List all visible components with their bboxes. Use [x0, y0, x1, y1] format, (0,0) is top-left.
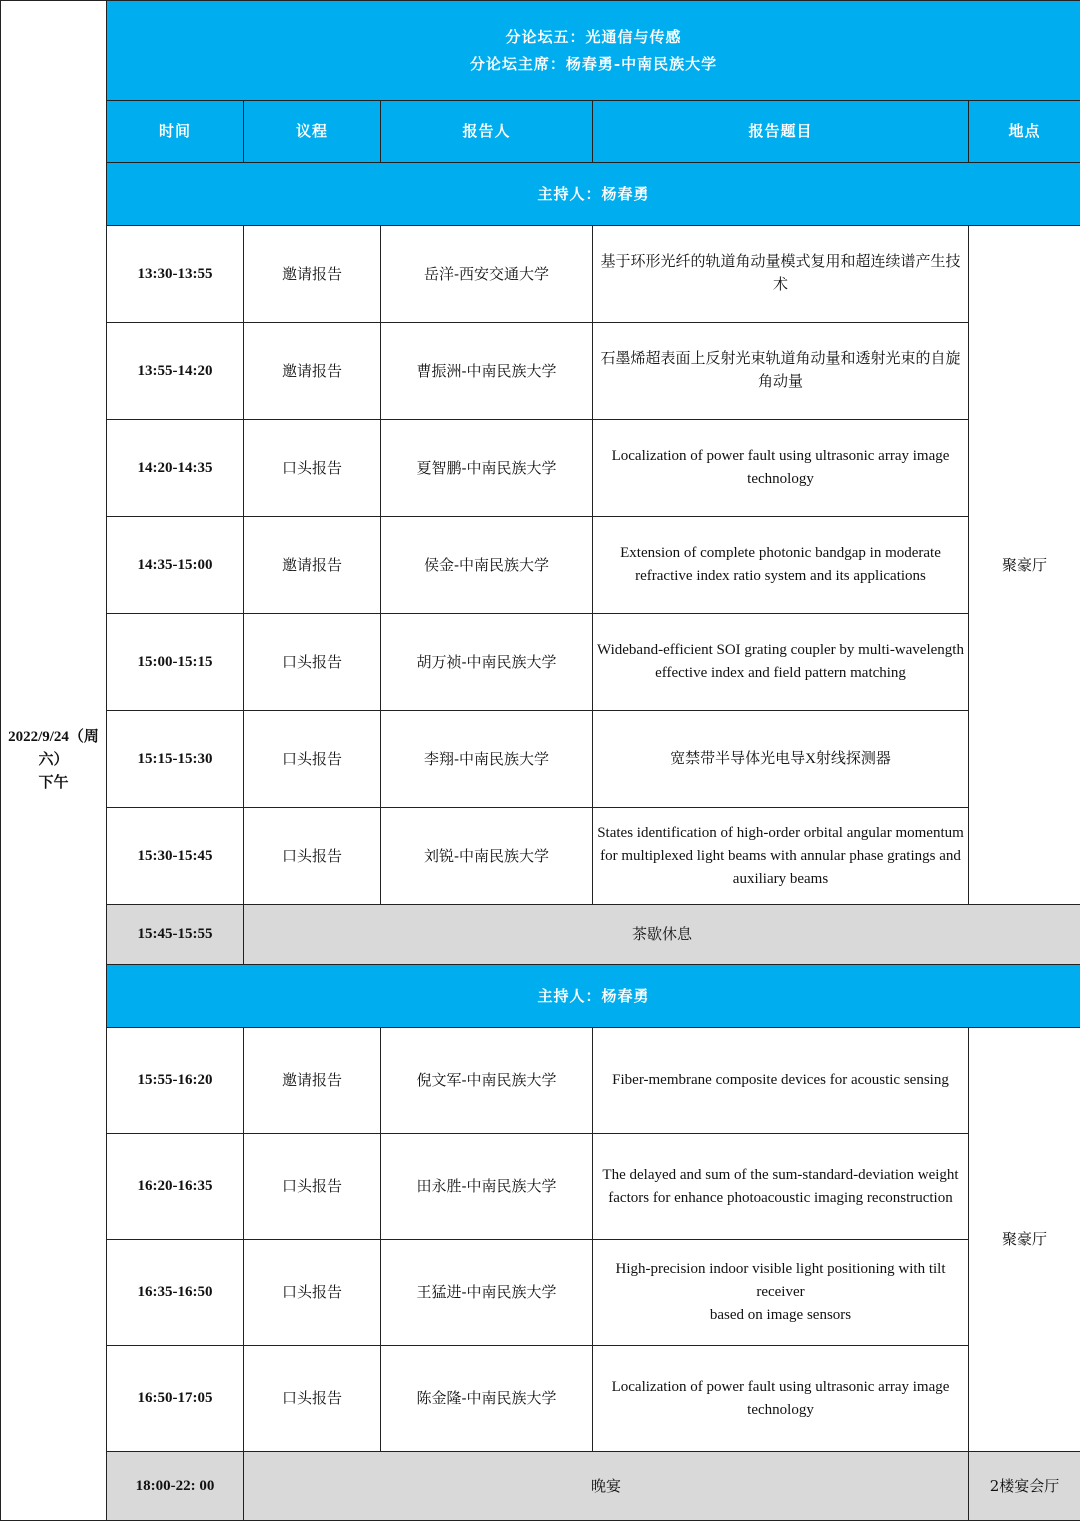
row-type: 口头报告	[244, 1240, 381, 1346]
row-speaker: 胡万祯-中南民族大学	[381, 614, 593, 711]
table-row	[1, 808, 1080, 905]
row-time: 16:50-17:05	[107, 1346, 244, 1452]
row-topic: 基于环形光纤的轨道角动量模式复用和超连续谱产生技术	[593, 226, 969, 323]
table-row	[1, 1240, 1080, 1346]
row-time: 15:00-15:15	[107, 614, 244, 711]
row-speaker: 侯金-中南民族大学	[381, 517, 593, 614]
forum-title-cell	[107, 1, 1080, 101]
row-speaker: 倪文军-中南民族大学	[381, 1028, 593, 1134]
header-agenda: 议程	[244, 101, 381, 163]
row-time: 14:20-14:35	[107, 420, 244, 517]
table-row	[1, 1134, 1080, 1240]
row-topic: Fiber-membrane composite devices for acoustic sensing	[593, 1028, 969, 1134]
row-speaker: 刘锐-中南民族大学	[381, 808, 593, 905]
break-time: 15:45-15:55	[107, 905, 244, 965]
row-speaker: 夏智鹏-中南民族大学	[381, 420, 593, 517]
table-row	[1, 1346, 1080, 1452]
row-type: 口头报告	[244, 1134, 381, 1240]
header-topic: 报告题目	[593, 101, 969, 163]
table-row	[1, 226, 1080, 323]
row-speaker: 田永胜-中南民族大学	[381, 1134, 593, 1240]
row-topic: The delayed and sum of the sum-standard-deviation weight factors for enhance photoacoustic imaging reconstruction	[593, 1134, 969, 1240]
row-topic: 石墨烯超表面上反射光束轨道角动量和透射光束的自旋角动量	[593, 323, 969, 420]
table-row	[1, 517, 1080, 614]
header-venue: 地点	[969, 101, 1080, 163]
row-type: 口头报告	[244, 808, 381, 905]
session1-venue: 聚豪厅	[969, 226, 1080, 905]
row-time: 16:20-16:35	[107, 1134, 244, 1240]
row-type: 邀请报告	[244, 226, 381, 323]
row-speaker: 曹振洲-中南民族大学	[381, 323, 593, 420]
row-time: 13:55-14:20	[107, 323, 244, 420]
row-time: 16:35-16:50	[107, 1240, 244, 1346]
row-topic: Localization of power fault using ultrasonic array image technology	[593, 420, 969, 517]
table-row	[1, 1028, 1080, 1134]
forum-chair: 分论坛主席：杨春勇-中南民族大学	[111, 51, 1076, 78]
break-row	[1, 905, 1080, 965]
dinner-label: 晚宴	[244, 1452, 969, 1521]
session2-host: 主持人：杨春勇	[107, 965, 1080, 1028]
table-row	[1, 711, 1080, 808]
row-time: 15:55-16:20	[107, 1028, 244, 1134]
table-row	[1, 323, 1080, 420]
row-speaker: 陈金隆-中南民族大学	[381, 1346, 593, 1452]
header-speaker: 报告人	[381, 101, 593, 163]
dinner-venue: 2楼宴会厅	[969, 1452, 1080, 1521]
table-row	[1, 614, 1080, 711]
row-speaker: 岳洋-西安交通大学	[381, 226, 593, 323]
row-topic: 宽禁带半导体光电导X射线探测器	[593, 711, 969, 808]
dinner-row	[1, 1452, 1080, 1521]
row-topic: Localization of power fault using ultrasonic array image technology	[593, 1346, 969, 1452]
row-topic: Wideband-efficient SOI grating coupler by multi-wavelength effective index and field pattern matching	[593, 614, 969, 711]
row-type: 口头报告	[244, 420, 381, 517]
row-time: 13:30-13:55	[107, 226, 244, 323]
header-time: 时间	[107, 101, 244, 163]
table-row	[1, 420, 1080, 517]
date-cell: 2022/9/24（周 六） 下午	[1, 1, 107, 1521]
row-type: 邀请报告	[244, 517, 381, 614]
session2-venue: 聚豪厅	[969, 1028, 1080, 1452]
row-time: 15:30-15:45	[107, 808, 244, 905]
row-type: 邀请报告	[244, 323, 381, 420]
dinner-time: 18:00-22: 00	[107, 1452, 244, 1521]
row-speaker: 李翔-中南民族大学	[381, 711, 593, 808]
session1-host: 主持人：杨春勇	[107, 163, 1080, 226]
row-type: 口头报告	[244, 711, 381, 808]
break-label: 茶歇休息	[244, 905, 1080, 965]
row-topic: Extension of complete photonic bandgap in moderate refractive index ratio system and its applications	[593, 517, 969, 614]
header-row	[1, 101, 1080, 163]
row-topic: States identification of high-order orbital angular momentum for multiplexed light beams with annular phase gratings and auxiliary beams	[593, 808, 969, 905]
row-time: 14:35-15:00	[107, 517, 244, 614]
row-type: 邀请报告	[244, 1028, 381, 1134]
forum-title: 分论坛五：光通信与传感	[111, 24, 1076, 51]
row-type: 口头报告	[244, 1346, 381, 1452]
row-type: 口头报告	[244, 614, 381, 711]
row-speaker: 王猛进-中南民族大学	[381, 1240, 593, 1346]
row-time: 15:15-15:30	[107, 711, 244, 808]
row-topic: High-precision indoor visible light positioning with tilt receiver based on image sensors	[593, 1240, 969, 1346]
